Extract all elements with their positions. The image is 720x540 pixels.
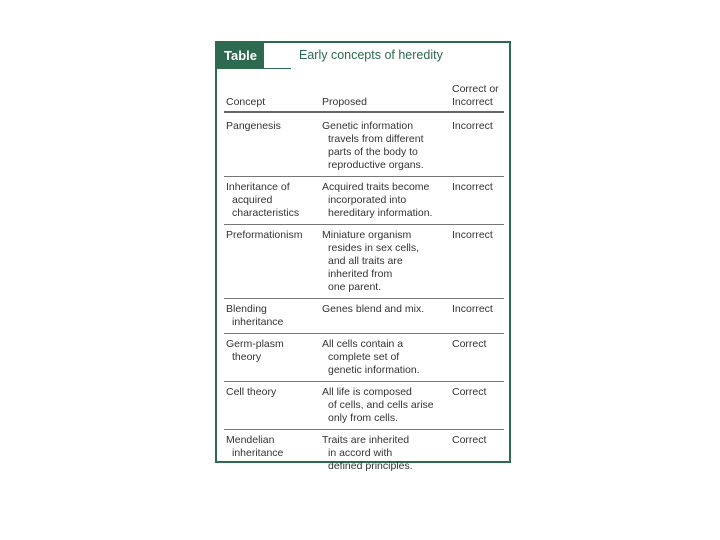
table-row (217, 299, 509, 333)
proposed-cell-line: and all traits are (328, 255, 403, 267)
proposed-cell (322, 229, 444, 294)
proposed-cell-line: of cells, and cells arise (328, 399, 434, 411)
correct-cell: Incorrect (452, 181, 493, 193)
proposed-cell-line: Traits are inherited (322, 434, 410, 446)
proposed-cell-line: Genes blend and mix. (322, 303, 425, 315)
table-title: Early concepts of heredity (299, 48, 443, 62)
concept-cell-line: inheritance (232, 447, 284, 459)
table-row (217, 116, 509, 176)
proposed-cell-line: defined principles. (328, 460, 413, 472)
proposed-cell-line: only from cells. (328, 412, 399, 424)
concept-cell (226, 434, 312, 460)
concept-cell-line: Inheritance of (226, 181, 290, 193)
table-row (217, 334, 509, 381)
proposed-cell-line: genetic information. (328, 364, 420, 376)
proposed-cell-line: in accord with (328, 447, 393, 459)
proposed-cell-line: parts of the body to (328, 146, 418, 158)
correct-cell: Correct (452, 434, 487, 446)
proposed-cell (322, 303, 444, 316)
correct-cell: Incorrect (452, 303, 493, 315)
proposed-cell (322, 386, 444, 425)
proposed-cell-line: hereditary information. (328, 207, 433, 219)
concept-cell-line: Cell theory (226, 386, 277, 398)
concept-cell-line: Blending (226, 303, 267, 315)
header-correct (452, 83, 508, 109)
proposed-cell (322, 120, 444, 172)
table-title-bar (217, 43, 509, 71)
concept-cell (226, 181, 312, 220)
header-rule (224, 111, 504, 113)
badge-underline (264, 68, 291, 69)
concept-cell (226, 229, 312, 242)
correct-cell: Correct (452, 338, 487, 350)
proposed-cell-line: All life is composed (322, 386, 412, 398)
proposed-cell (322, 338, 444, 377)
concept-cell-line: acquired (232, 194, 273, 206)
concept-cell-line: Pangenesis (226, 120, 281, 132)
table-label-badge: Table (217, 43, 264, 69)
concept-cell-line: inheritance (232, 316, 284, 328)
proposed-cell-line: Miniature organism (322, 229, 412, 241)
proposed-cell-line: Genetic information (322, 120, 414, 132)
header-correct-line2: Incorrect (452, 96, 493, 108)
proposed-cell-line: one parent. (328, 281, 382, 293)
concept-cell (226, 303, 312, 329)
proposed-cell-line: reproductive organs. (328, 159, 424, 171)
table-row (217, 430, 509, 477)
table-row (217, 177, 509, 224)
concept-cell (226, 386, 312, 399)
proposed-cell-line: Acquired traits become (322, 181, 430, 193)
proposed-cell-line: inherited from (328, 268, 393, 280)
concept-cell-line: characteristics (232, 207, 300, 219)
concept-cell-line: theory (232, 351, 262, 363)
proposed-cell (322, 181, 444, 220)
concept-cell (226, 338, 312, 364)
proposed-cell-line: incorporated into (328, 194, 407, 206)
header-correct-line1: Correct or (452, 83, 499, 95)
proposed-cell-line: All cells contain a (322, 338, 404, 350)
header-concept: Concept (226, 96, 266, 108)
correct-cell: Incorrect (452, 229, 493, 241)
header-proposed: Proposed (322, 96, 367, 108)
correct-cell: Incorrect (452, 120, 493, 132)
concept-cell-line: Germ-plasm (226, 338, 284, 350)
proposed-cell-line: complete set of (328, 351, 400, 363)
proposed-cell-line: travels from different (328, 133, 424, 145)
correct-cell: Correct (452, 386, 487, 398)
table-row (217, 225, 509, 298)
heredity-table (215, 41, 511, 472)
proposed-cell-line: resides in sex cells, (328, 242, 420, 254)
concept-cell (226, 120, 312, 133)
proposed-cell (322, 434, 444, 473)
concept-cell-line: Preformationism (226, 229, 303, 241)
concept-cell-line: Mendelian (226, 434, 275, 446)
table-row (217, 382, 509, 429)
